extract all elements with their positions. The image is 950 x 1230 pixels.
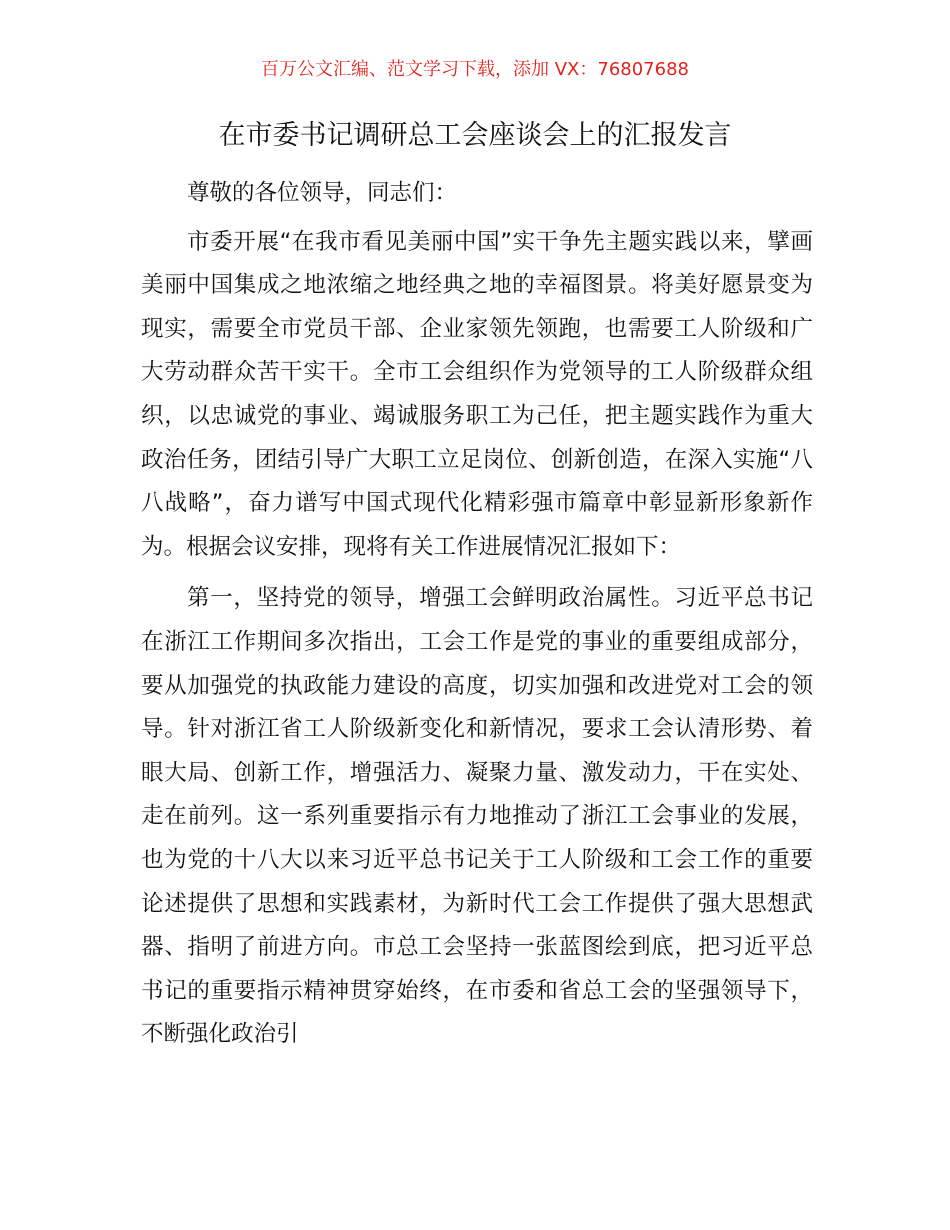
watermark-header: 百万公文汇编、范文学习下载，添加 VX：76807688 — [261, 59, 689, 80]
paragraph-intro: 市委开展“在我市看见美丽中国”实干争先主题实践以来，擘画美丽中国集成之地浓缩之地经典之地的幸福图景。将美好愿景变为现实，需要全市党员干部、企业家领先领跑，也需要工人阶级和广大劳动群众苦干实干。全市工会组织作为党领导的工人阶级群众组织，以忠诚党的事业、竭诚服务职工为己任，把主题实践作为重大政治任务，团结引导广大职工立足岗位、创新创造，在深入实施“八八战略”，奋力谱写中国式现代化精彩强市篇章中彰显新形象新作为。根据会议安排，现将有关工作进展情况汇报如下： — [141, 228, 813, 560]
paragraph-first-point: 第一，坚持党的领导，增强工会鲜明政治属性。习近平总书记在浙江工作期间多次指出，工会工作是党的事业的重要组成部分，要从加强党的执政能力建设的高度，切实加强和改进党对工会的领导。针对浙江省工人阶级新变化和新情况，要求工会认清形势、着眼大局、创新工作，增强活力、凝聚力量、激发动力，干在实处、走在前列。这一系列重要指示有力地推动了浙江工会事业的发展，也为党的十八大以来习近平总书记关于工人阶级和工会工作的重要论述提供了思想和实践素材，为新时代工会工作提供了强大思想武器、指明了前进方向。市总工会坚持一张蓝图绘到底，把习近平总书记的重要指示精神贯穿始终，在市委和省总工会的坚强领导下，不断强化政治引 — [141, 585, 813, 1048]
document-body — [141, 172, 813, 1065]
document-title: 在市委书记调研总工会座谈会上的汇报发言 — [218, 120, 732, 151]
salutation: 尊敬的各位领导，同志们： — [187, 180, 458, 206]
